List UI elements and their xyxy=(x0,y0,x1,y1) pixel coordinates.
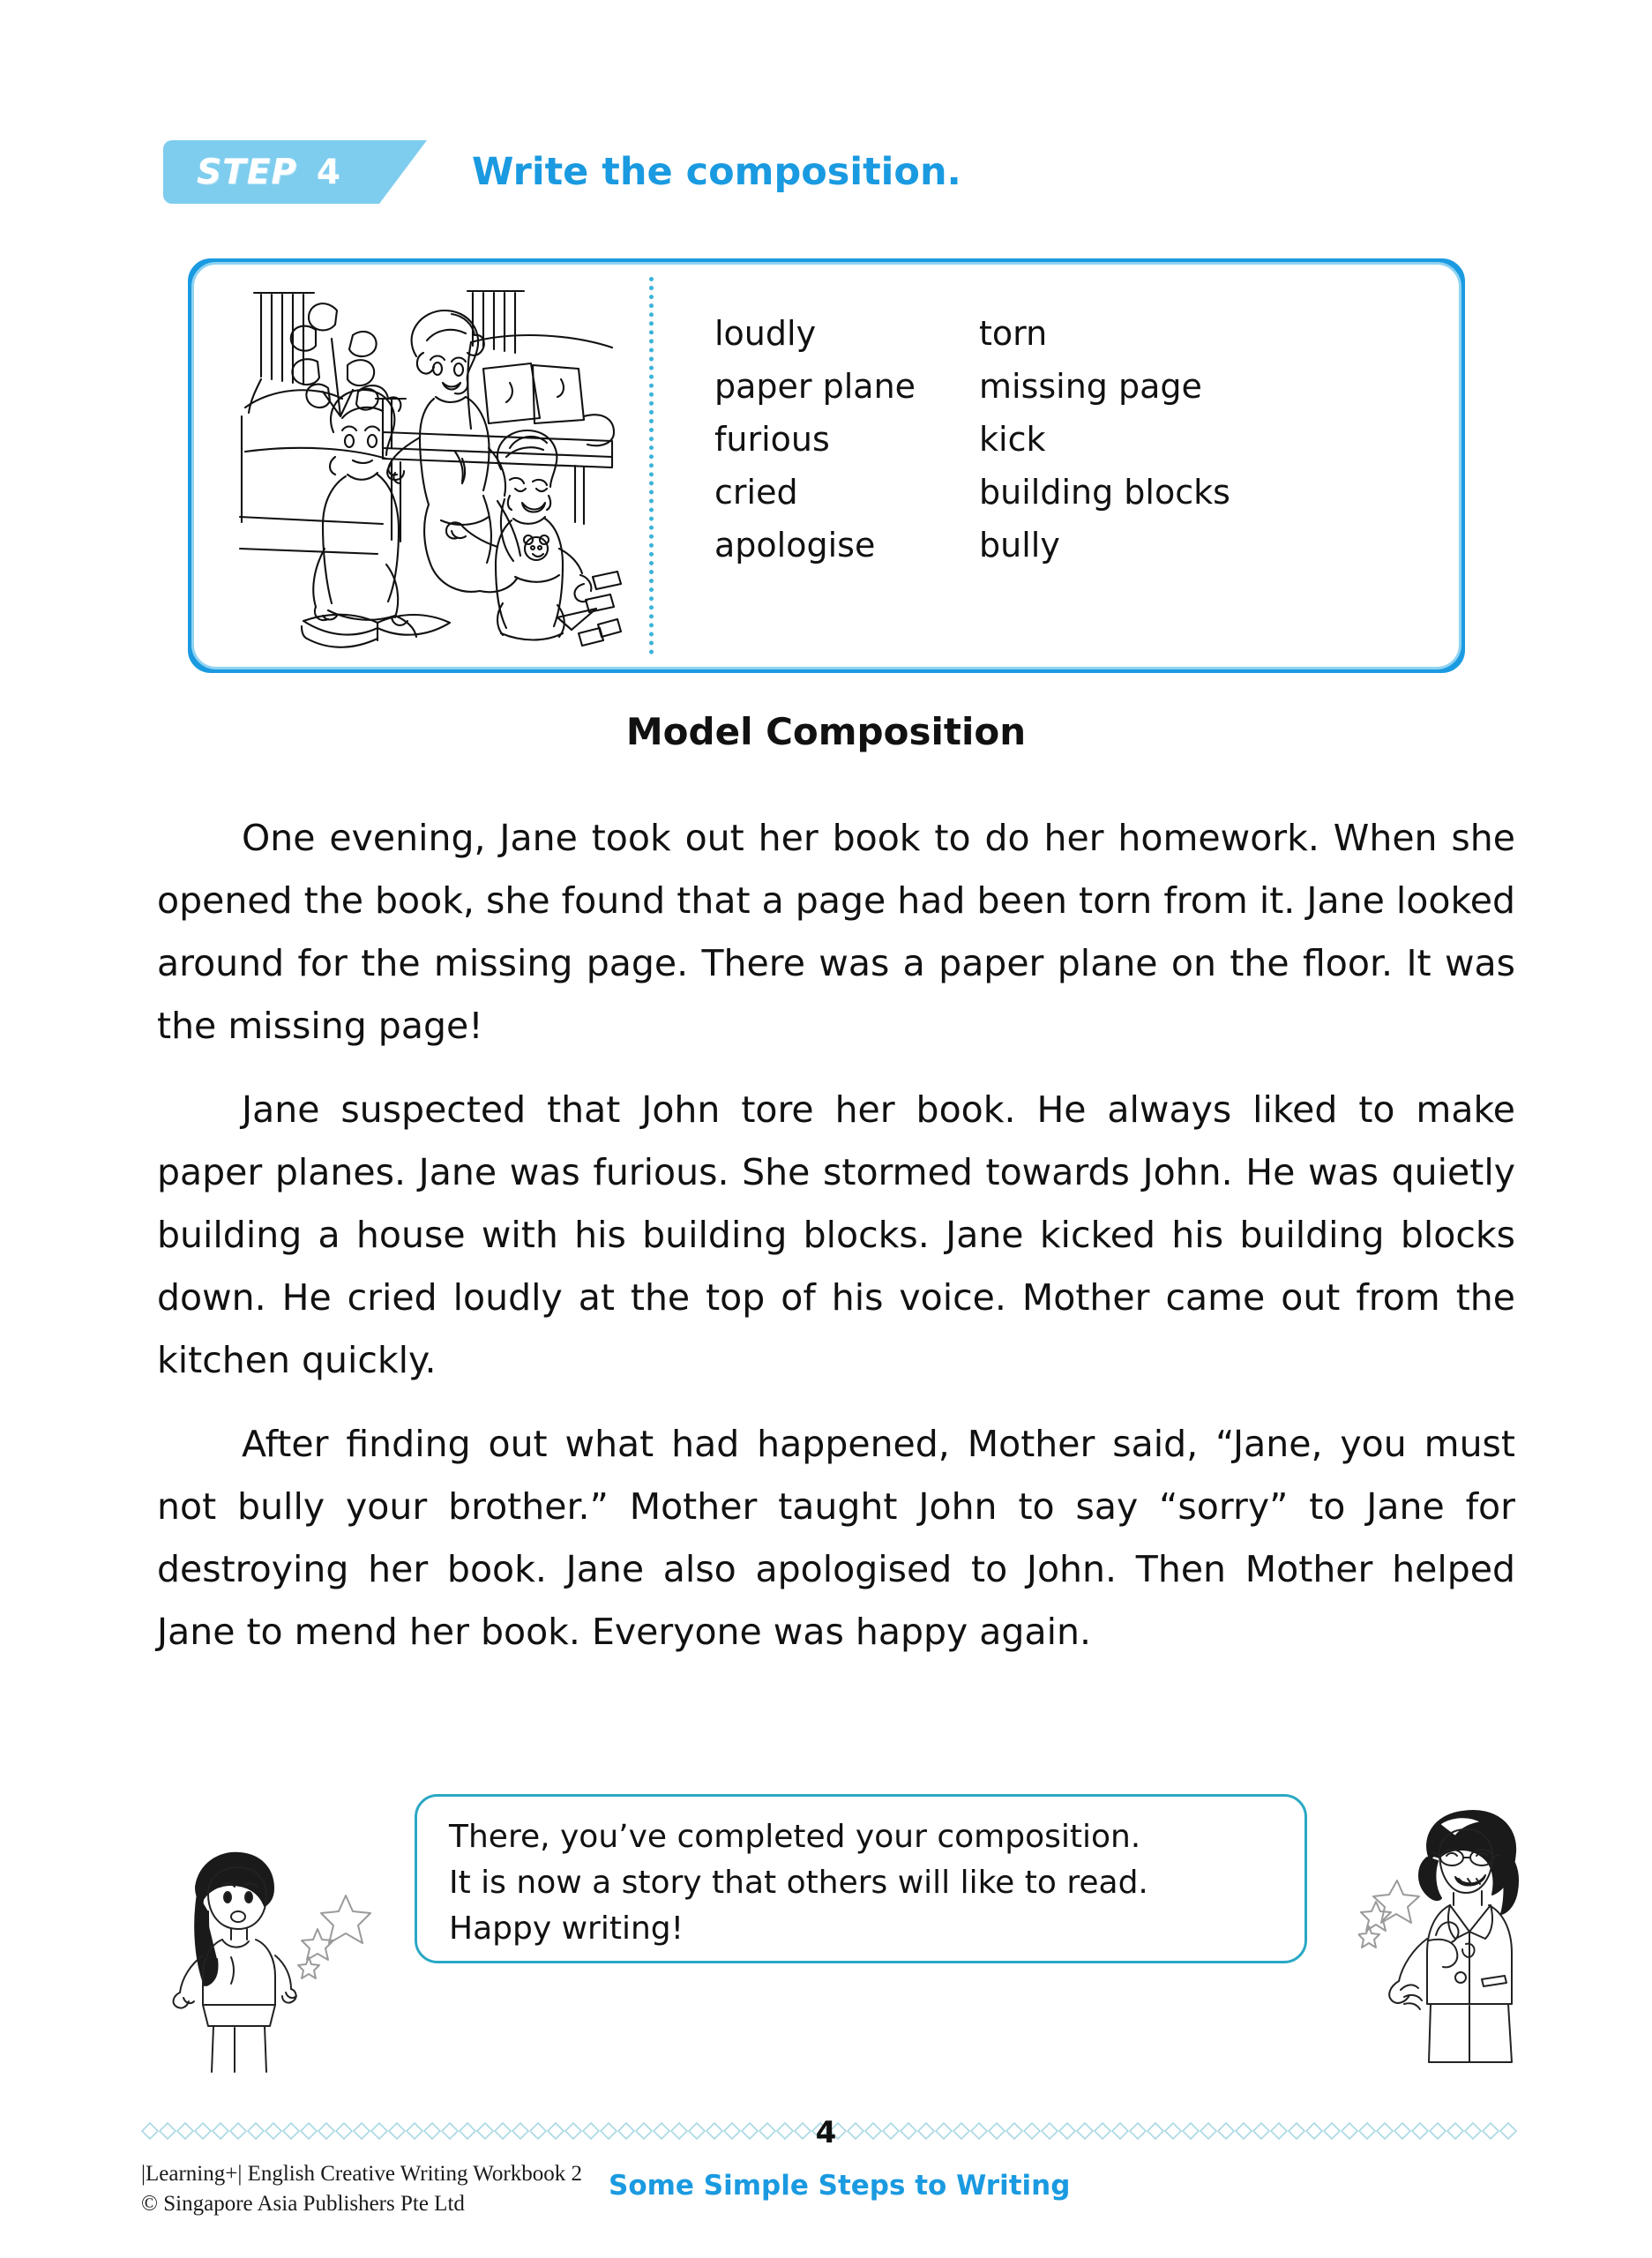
page-number: 4 xyxy=(815,2115,837,2150)
word-item: apologise xyxy=(714,526,876,564)
stimulus-divider xyxy=(649,277,654,654)
word-item: torn xyxy=(979,314,1048,353)
word-item: kick xyxy=(979,420,1046,459)
footer-credit-line-1: |Learning+| English Creative Writing Workbook 2 xyxy=(141,2162,582,2186)
word-column-1 xyxy=(714,307,979,572)
word-item: paper plane xyxy=(714,367,916,406)
model-composition-heading: Model Composition xyxy=(625,710,1027,753)
teacher-character xyxy=(1358,1806,1596,2071)
girl-student-character xyxy=(157,1848,413,2077)
stimulus-box xyxy=(188,258,1465,673)
step-number: 4 xyxy=(316,152,341,192)
bubble-line: Happy writing! xyxy=(449,1910,684,1947)
bubble-line: There, you’ve completed your composition. xyxy=(449,1819,1141,1855)
word-item: loudly xyxy=(714,314,817,353)
footer-credit xyxy=(141,2159,582,2219)
word-item: bully xyxy=(979,526,1060,564)
composition-paragraph: Jane suspected that John tore her book. He always liked to make paper planes. Jane was furious. She stormed towards John. He was quietly building a house with his building blocks. Jane kicked his building blocks down. He cried loudly at the top of his voice. Mother came out from the kitchen quickly. xyxy=(157,1088,1515,1381)
model-composition-body xyxy=(157,807,1515,1664)
step-banner xyxy=(163,140,379,204)
composition-paragraph: After finding out what had happened, Mother said, “Jane, you must not bully your brother.” Mother taught John to say “sorry” to Jane for destroying her book. Jane also apologised to John. Then Mother helped Jane to mend her book. Everyone was happy again. xyxy=(157,1423,1515,1653)
word-item: furious xyxy=(714,420,830,459)
composition-paragraph: One evening, Jane took out her book to do her homework. When she opened the book, she found that a page had been torn from it. Jane looked around for the missing page. There was a paper plane on the floor. It was the missing page! xyxy=(157,817,1515,1047)
word-item: cried xyxy=(714,473,798,512)
closing-speech-bubble xyxy=(415,1794,1307,1963)
step-header xyxy=(163,137,961,207)
footer-credit-line-2: © Singapore Asia Publishers Pte Ltd xyxy=(141,2192,465,2216)
word-column-2 xyxy=(979,307,1385,572)
bubble-line: It is now a story that others will like to read. xyxy=(449,1865,1148,1901)
step-title: Write the composition. xyxy=(472,150,961,194)
word-item: building blocks xyxy=(979,473,1230,512)
scene-illustration xyxy=(219,284,624,650)
footer-section-title: Some Simple Steps to Writing xyxy=(609,2170,1071,2202)
step-label: STEP xyxy=(197,152,297,192)
word-item: missing page xyxy=(979,367,1202,406)
word-list xyxy=(714,307,1429,572)
